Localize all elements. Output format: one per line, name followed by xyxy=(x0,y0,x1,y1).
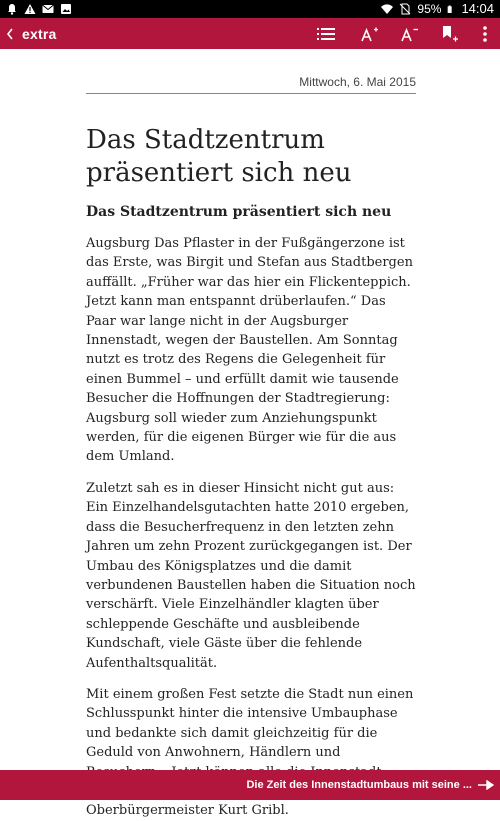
list-icon xyxy=(317,27,335,41)
battery-percentage: 95% xyxy=(417,2,442,16)
arrow-right-icon xyxy=(478,780,494,790)
system-status xyxy=(381,0,500,18)
more-vertical-icon xyxy=(483,26,487,42)
no-sim-icon xyxy=(399,3,411,15)
article-date: Mittwoch, 6. Mai 2015 xyxy=(86,75,416,94)
table-of-contents-button[interactable] xyxy=(306,18,346,49)
font-increase-icon xyxy=(361,26,379,42)
article-subheadline: Das Stadtzentrum präsentiert sich neu xyxy=(86,204,392,220)
battery-icon xyxy=(447,3,455,15)
bookmark-add-icon xyxy=(441,25,459,43)
font-decrease-icon xyxy=(401,26,419,42)
next-article-title: Die Zeit des Innenstadtumbaus mit seine ... xyxy=(246,779,472,791)
notification-icons xyxy=(0,3,72,15)
app-actions xyxy=(306,18,500,49)
status-bar xyxy=(0,0,500,18)
increase-font-button[interactable] xyxy=(350,18,390,49)
wifi-icon xyxy=(381,3,393,15)
notification-bell-icon xyxy=(6,3,18,15)
add-bookmark-button[interactable] xyxy=(430,18,470,49)
decrease-font-button[interactable] xyxy=(390,18,430,49)
article-paragraph: Zuletzt sah es in dieser Hinsicht nicht gut aus: Ein Einzelhandelsgutachten hatte 2010 ergeben, dass die Besucherfrequenz in den letzten zehn Jahren um zehn Prozent zurückgegangen ist. Der Umbau des Königsplatzes und die damit verbundenen Baustellen haben die Situation noch verschärft. Viele Einzelhändler klagten über schleppende Geschäfte und ausbleibende Kundschaft, viele Gäste über die fehlende Aufenthaltsqualität. xyxy=(86,480,416,671)
app-logo[interactable]: extra xyxy=(22,25,57,42)
app-bar xyxy=(0,18,500,49)
clock: 14:04 xyxy=(461,1,494,16)
back-button[interactable] xyxy=(2,18,18,49)
chevron-left-icon xyxy=(6,28,14,40)
article xyxy=(86,49,416,821)
article-headline: Das Stadtzentrum präsentiert sich neu xyxy=(86,125,352,188)
mail-icon xyxy=(42,3,54,15)
next-article-bar[interactable] xyxy=(0,770,500,800)
article-paragraph: Augsburg Das Pflaster in der Fußgängerzone ist das Erste, was Birgit und Stefan aus Stadtbergen auffällt. „Früher war das hier ein Flickenteppich. Jetzt kann man entspannt drüberlaufen.“ Das Paar war lange nicht in der Augsburger Innenstadt, wegen der Baustellen. Am Sonntag nutzt es trotz des Regens die Gelegenheit für einen Bummel – und erfüllt damit wie tausende Besucher die Hoffnungen der Stadtregierung: Augsburg soll wieder zum Anziehungspunkt werden, für die eigenen Bürger wie für die aus dem Umland. xyxy=(86,236,413,465)
overflow-menu-button[interactable] xyxy=(470,18,500,49)
warning-icon xyxy=(24,3,36,15)
photo-icon xyxy=(60,3,72,15)
article-paragraph: Mit einem großen Fest setzte die Stadt nun einen Schlusspunkt hinter die intensive Umbauphase und bedankte sich damit gleichzeitig für die Geduld von Anwohnern, Händlern und Oberbürgermeister Kurt Gribl. xyxy=(86,686,414,819)
